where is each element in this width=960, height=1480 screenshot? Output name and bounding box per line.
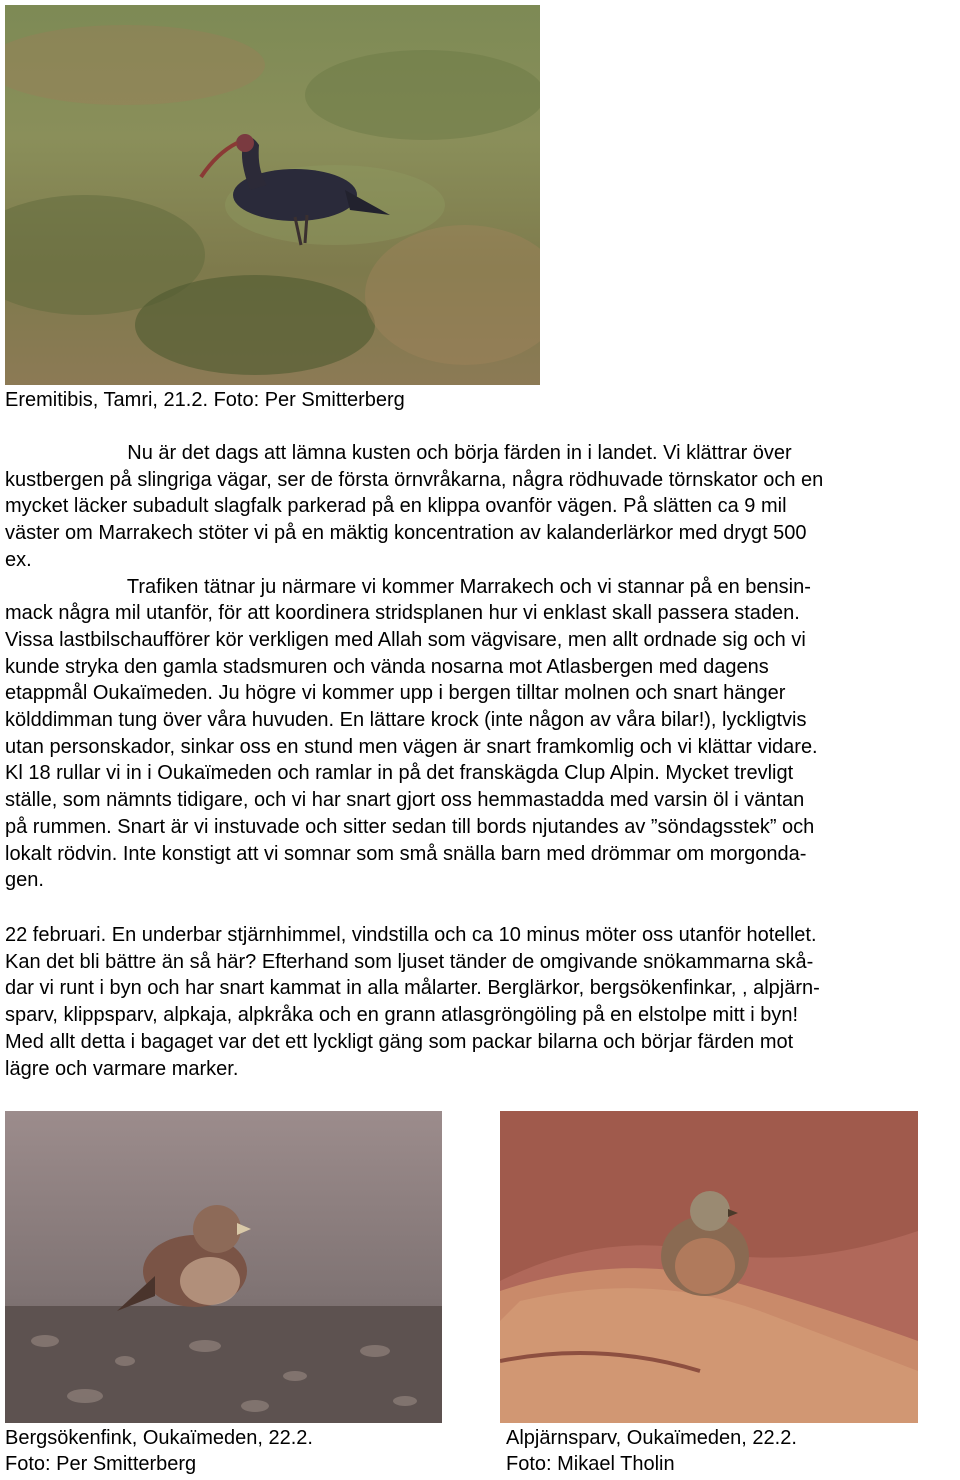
text-line: Kan det bli bättre än så här? Efterhand som ljuset tänder de omgivande snökammarna skå- <box>5 950 814 973</box>
text-line: väster om Marrakech stöter vi på en mäktig koncentration av kalanderlärkor med drygt 500 <box>5 522 807 545</box>
text-line: etappmål Oukaïmeden. Ju högre vi kommer upp i bergen tilltar molnen och snart hänger <box>5 682 786 705</box>
photo-caption-accentor <box>506 1425 797 1477</box>
caption-line: Foto: Per Smitterberg <box>5 1453 197 1475</box>
photo-bald-ibis <box>5 5 540 385</box>
text-line: 22 februari. En underbar stjärnhimmel, vindstilla och ca 10 minus möter oss utanför hotellet. <box>5 924 817 946</box>
text-line: Nu är det dags att lämna kusten och börja färden in i landet. Vi klättrar över <box>5 442 792 464</box>
text-line: ställe, som nämnts tidigare, och vi har snart gjort oss hemmastadda med varsin öl i väntan <box>5 789 805 812</box>
text-line: mack några mil utanför, för att koordinera stridsplanen hur vi enklast skall passera staden. <box>5 602 800 625</box>
text-line: kölddimman tung över våra huvuden. En lättare krock (inte någon av våra bilar!), lyckligtvis <box>5 709 807 732</box>
caption-line: Alpjärnsparv, Oukaïmeden, 22.2. <box>506 1427 797 1449</box>
text-line: Trafiken tätnar ju närmare vi kommer Marrakech och vi stannar på en bensin- <box>5 575 811 598</box>
text-line: lokalt rödvin. Inte konstigt att vi somnar som små snälla barn med drömmar om morgonda- <box>5 842 807 865</box>
photo-caption-ibis: Eremitibis, Tamri, 21.2. Foto: Per Smitterberg <box>5 389 405 411</box>
text-line: mycket läcker subadult slagfalk parkerad på en klippa ovanför vägen. På slätten ca 9 mil <box>5 495 787 518</box>
text-line: utan personskador, sinkar oss en stund men vägen är snart framkomlig och vi klättar vidare. <box>5 735 818 758</box>
photo-caption-finch <box>5 1425 313 1477</box>
body-text-part2 <box>5 922 955 1082</box>
text-line: kunde stryka den gamla stadsmuren och vända nosarna mot Atlasbergen med dagens <box>5 655 769 678</box>
body-text-part1 <box>5 440 955 894</box>
text-line: gen. <box>5 869 44 892</box>
caption-line: Bergsökenfink, Oukaïmeden, 22.2. <box>5 1427 313 1449</box>
text-line: Vissa lastbilschaufförer kör verkligen med Allah som vägvisare, men allt ordnade sig och vi <box>5 628 806 651</box>
text-line: Kl 18 rullar vi in i Oukaïmeden och ramlar in på det franskägda Clup Alpin. Mycket trevligt <box>5 762 794 785</box>
text-line: sparv, klippsparv, alpkaja, alpkråka och en grann atlasgröngöling på en elstolpe mitt i byn! <box>5 1004 799 1027</box>
caption-line: Foto: Mikael Tholin <box>506 1453 675 1475</box>
text-line: lägre och varmare marker. <box>5 1057 239 1080</box>
photo-crimson-winged-finch <box>5 1111 442 1423</box>
photo-alpine-accentor <box>500 1111 918 1423</box>
text-line: dar vi runt i byn och har snart kammat in alla målarter. Berglärkor, bergsökenfinkar, , alpjärn- <box>5 977 820 1000</box>
text-line: kustbergen på slingriga vägar, ser de första örnvråkarna, några rödhuvade törnskator och en <box>5 468 824 491</box>
text-line: på rummen. Snart är vi instuvade och sitter sedan till bords njutandes av ”söndagsstek” och <box>5 815 815 838</box>
text-line: ex. <box>5 548 32 571</box>
text-line: Med allt detta i bagaget var det ett lyckligt gäng som packar bilarna och börjar färden mot <box>5 1030 794 1053</box>
